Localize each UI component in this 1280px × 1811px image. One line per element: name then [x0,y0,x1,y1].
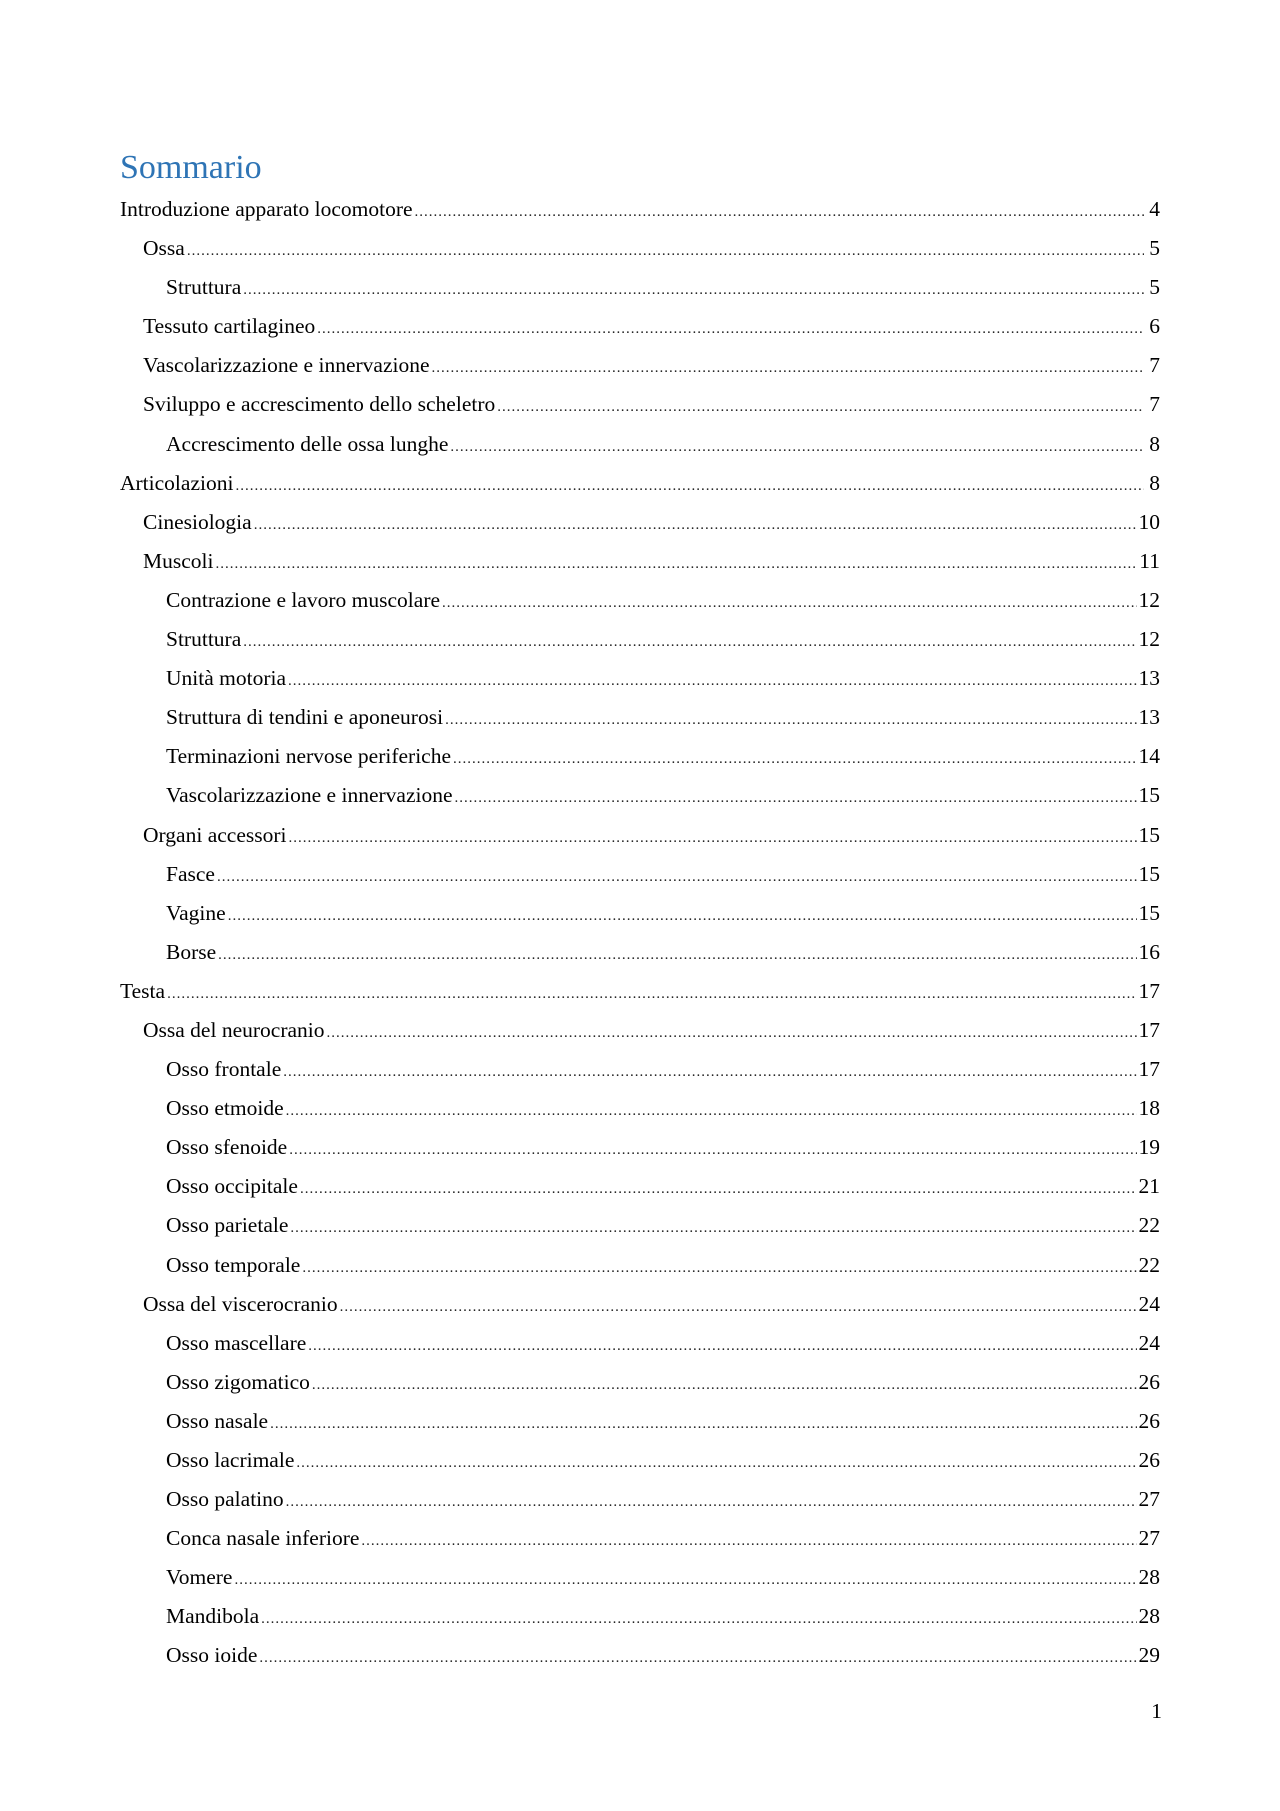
page-number: 1 [1151,1699,1162,1723]
toc-dot-leader [432,349,1144,385]
toc-dot-leader [289,1131,1136,1167]
toc-entry-title: Ossa [143,236,185,261]
toc-entry-page: 24 [1138,1330,1160,1355]
toc-entry-title: Contrazione e lavoro muscolare [166,587,441,612]
toc-entry[interactable] [120,1128,1160,1167]
toc-dot-leader [296,1444,1136,1480]
toc-entry[interactable] [120,1011,1160,1050]
toc-entry-page: 26 [1138,1408,1160,1433]
toc-entry[interactable] [120,190,1160,229]
toc-entry-title: Muscoli [143,548,214,573]
toc-dot-leader [288,819,1136,855]
toc-entry-page: 13 [1138,666,1160,691]
toc-entry[interactable] [120,659,1160,698]
toc-entry-title: Borse [166,939,217,964]
toc-entry-page: 8 [1149,470,1160,495]
toc-dot-leader [259,1639,1136,1675]
toc-entry-title: Vascolarizzazione e innervazione [143,353,430,378]
toc-entry[interactable] [120,346,1160,385]
toc-entry-page: 21 [1138,1174,1160,1199]
toc-entry[interactable] [120,1089,1160,1128]
toc-entry[interactable] [120,268,1160,307]
toc-entry-title: Osso temporale [166,1252,301,1277]
toc-entry[interactable] [120,1636,1160,1675]
toc-dot-leader [455,779,1137,815]
toc-entry-page: 16 [1138,939,1160,964]
toc-entry-title: Ossa del neurocranio [143,1017,325,1042]
toc-entry-page: 12 [1138,627,1160,652]
toc-dot-leader [300,1170,1137,1206]
toc-dot-leader [415,193,1144,229]
toc-title: Sommario [120,149,262,186]
toc-entry-page: 17 [1138,1057,1160,1082]
toc-entry-title: Mandibola [166,1604,260,1629]
toc-entry-title: Struttura di tendini e aponeurosi [166,705,444,730]
toc-entry-title: Organi accessori [143,822,287,847]
toc-entry[interactable] [120,229,1160,268]
toc-dot-leader [312,1366,1137,1402]
toc-dot-leader [327,1014,1137,1050]
toc-entry[interactable] [120,1558,1160,1597]
toc-entry-title: Osso parietale [166,1213,289,1238]
toc-entry-title: Unità motoria [166,666,287,691]
toc-dot-leader [361,1522,1136,1558]
toc-entry[interactable] [120,1167,1160,1206]
toc-entry[interactable] [120,1363,1160,1402]
toc-entry[interactable] [120,776,1160,815]
toc-dot-leader [317,310,1144,346]
toc-entry-page: 15 [1138,861,1160,886]
toc-entry-title: Vascolarizzazione e innervazione [166,783,453,808]
toc-dot-leader [187,232,1144,268]
toc-entry[interactable] [120,816,1160,855]
toc-entry-title: Testa [120,978,166,1003]
toc-entry-page: 7 [1149,392,1160,417]
toc-entry-page: 5 [1149,275,1160,300]
toc-dot-leader [243,271,1144,307]
toc-entry[interactable] [120,972,1160,1011]
toc-dot-leader [234,1561,1136,1597]
toc-entry-title: Osso nasale [166,1408,269,1433]
toc-entry-page: 26 [1138,1448,1160,1472]
toc-entry[interactable] [120,307,1160,346]
toc-dot-leader [261,1600,1136,1636]
toc-entry[interactable] [120,1246,1160,1285]
toc-entry-title: Vomere [166,1565,233,1590]
toc-dot-leader [445,701,1136,737]
toc-entry-page: 13 [1138,705,1160,730]
toc-entry-title: Ossa del viscerocranio [143,1291,338,1316]
toc-entry[interactable] [120,1402,1160,1441]
toc-entry-page: 22 [1138,1252,1160,1277]
toc-dot-leader [442,584,1136,620]
toc-entry[interactable] [120,464,1160,503]
toc-dot-leader [290,1209,1136,1245]
toc-entry-title: Vagine [166,900,226,925]
toc-dot-leader [254,506,1137,542]
toc-entry-page: 17 [1138,978,1160,1003]
toc-entry-page: 4 [1149,197,1160,221]
toc-dot-leader [302,1249,1136,1285]
toc-entry-title: Tessuto cartilagineo [143,314,316,339]
toc-entry-title: Osso ioide [166,1643,258,1668]
toc-entry-title: Fasce [166,861,215,886]
toc-entry-page: 24 [1138,1291,1160,1316]
toc-entry-page: 29 [1138,1643,1160,1668]
toc-entry-page: 8 [1149,431,1160,456]
toc-entry[interactable] [120,425,1160,464]
toc-entry[interactable] [120,698,1160,737]
table-of-contents [120,190,1160,1676]
toc-dot-leader [270,1405,1136,1441]
toc-entry-page: 14 [1138,744,1160,769]
toc-dot-leader [243,623,1136,659]
toc-dot-leader [286,1092,1137,1128]
toc-entry[interactable] [120,855,1160,894]
toc-dot-leader [215,545,1137,581]
toc-dot-leader [450,428,1144,464]
toc-entry-page: 11 [1139,548,1160,573]
toc-entry[interactable] [120,503,1160,542]
toc-dot-leader [235,467,1144,503]
toc-entry-title: Osso zigomatico [166,1369,310,1394]
toc-entry-title: Cinesiologia [143,509,252,534]
toc-dot-leader [288,662,1136,698]
toc-entry-title: Osso mascellare [166,1330,307,1355]
toc-dot-leader [497,388,1144,424]
toc-entry[interactable] [120,737,1160,776]
toc-entry-title: Osso sfenoide [166,1135,288,1160]
toc-dot-leader [228,897,1137,933]
toc-entry-page: 15 [1138,900,1160,925]
toc-entry-page: 26 [1138,1369,1160,1394]
toc-entry-title: Struttura [166,275,242,300]
toc-entry-page: 10 [1138,509,1160,534]
toc-entry-title: Osso frontale [166,1057,282,1082]
toc-dot-leader [218,936,1136,972]
toc-entry[interactable] [120,1324,1160,1363]
toc-entry[interactable] [120,581,1160,620]
toc-entry[interactable] [120,894,1160,933]
toc-dot-leader [340,1288,1137,1324]
toc-entry[interactable] [120,385,1160,424]
toc-entry[interactable] [120,542,1160,581]
toc-entry-title: Struttura [166,627,242,652]
toc-entry[interactable] [120,1285,1160,1324]
toc-entry-title: Sviluppo e accrescimento dello scheletro [143,392,496,417]
toc-dot-leader [167,975,1136,1011]
toc-entry[interactable] [120,1050,1160,1089]
toc-entry[interactable] [120,1480,1160,1519]
toc-entry-title: Osso etmoide [166,1096,284,1121]
toc-entry-page: 12 [1138,587,1160,612]
toc-entry[interactable] [120,620,1160,659]
toc-dot-leader [286,1483,1137,1519]
toc-entry-page: 28 [1138,1565,1160,1590]
toc-entry-page: 27 [1138,1487,1160,1512]
toc-entry-page: 17 [1138,1017,1160,1042]
toc-dot-leader [217,858,1137,894]
toc-entry-page: 18 [1138,1096,1160,1121]
toc-entry-page: 5 [1149,236,1160,261]
toc-entry-page: 6 [1149,314,1160,339]
toc-dot-leader [308,1327,1136,1363]
toc-entry-title: Osso lacrimale [166,1448,295,1472]
toc-entry-page: 27 [1138,1526,1160,1551]
toc-entry-page: 22 [1138,1213,1160,1238]
toc-entry-page: 19 [1138,1135,1160,1160]
toc-dot-leader [283,1053,1136,1089]
toc-entry[interactable] [120,1597,1160,1636]
toc-entry-title: Introduzione apparato locomotore [120,197,413,221]
toc-entry-title: Articolazioni [120,470,234,495]
toc-dot-leader [453,740,1136,776]
toc-entry-page: 15 [1138,783,1160,808]
toc-entry-page: 7 [1149,353,1160,378]
toc-entry-page: 15 [1138,822,1160,847]
toc-entry-title: Accrescimento delle ossa lunghe [166,431,449,456]
toc-entry[interactable] [120,1441,1160,1480]
toc-entry[interactable] [120,1206,1160,1245]
toc-entry-page: 28 [1138,1604,1160,1629]
toc-entry-title: Terminazioni nervose periferiche [166,744,452,769]
toc-entry-title: Osso occipitale [166,1174,298,1199]
toc-entry-title: Osso palatino [166,1487,284,1512]
toc-entry[interactable] [120,933,1160,972]
toc-entry[interactable] [120,1519,1160,1558]
toc-entry-title: Conca nasale inferiore [166,1526,360,1551]
